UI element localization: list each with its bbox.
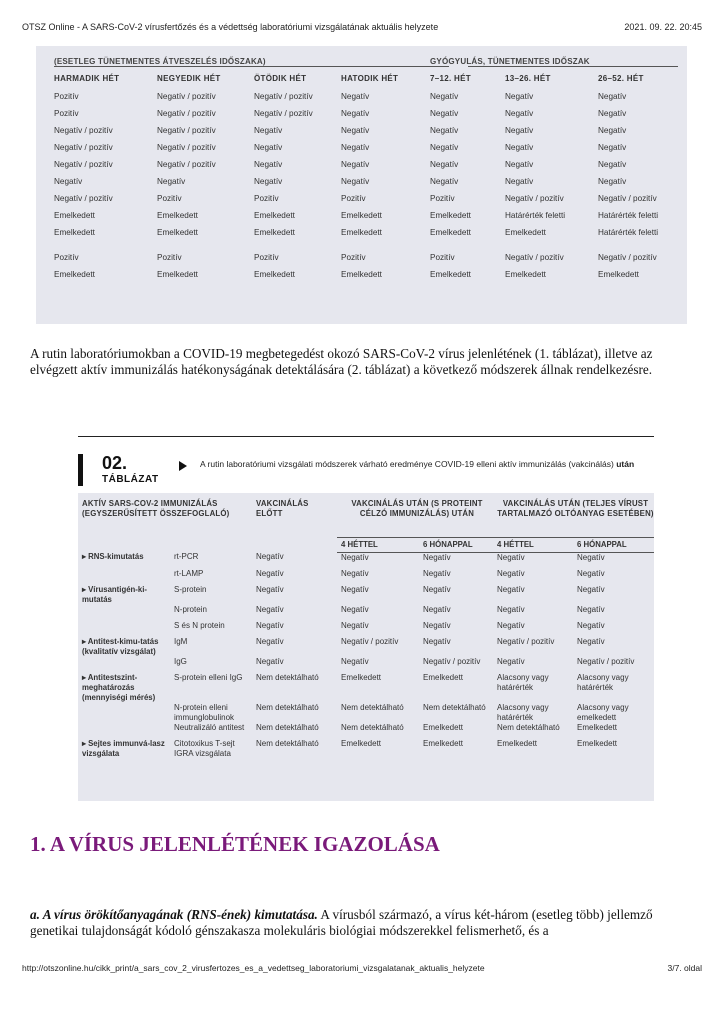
table-cell: Nem detektálható bbox=[256, 738, 319, 748]
table-cell: Negatív bbox=[341, 620, 369, 630]
table-cell: Pozitív bbox=[341, 253, 366, 262]
table-cell: Negatív bbox=[256, 584, 284, 594]
table-cell: Emelkedett bbox=[598, 270, 639, 279]
table-cell: Negatív bbox=[341, 552, 369, 562]
table-cell: Negatív bbox=[256, 656, 284, 666]
table-cell: Negatív / pozitív bbox=[157, 160, 216, 169]
table-cell: Negatív / pozitív bbox=[598, 253, 657, 262]
table-row bbox=[78, 552, 654, 569]
print-footer bbox=[22, 963, 702, 973]
table-2-head-summary: AKTÍV SARS-COV-2 IMMUNIZÁLÁS (EGYSZERŰSÍTETT ÖSSZEFOGLALÓ) bbox=[82, 499, 230, 518]
table-1-group-rule bbox=[54, 66, 449, 67]
table-2-head-before: VAKCINÁLÁS ELŐTT bbox=[256, 499, 309, 518]
table-cell: Emelkedett bbox=[341, 738, 382, 748]
table-2-subhead: 6 HÓNAPPAL bbox=[419, 537, 493, 552]
table-1-header: 7–12. HÉT bbox=[430, 73, 471, 83]
table-cell: Negatív / pozitív bbox=[598, 194, 657, 203]
table-cell: Negatív bbox=[577, 636, 605, 646]
table-cell: Negatív bbox=[256, 604, 284, 614]
table-row bbox=[36, 224, 676, 241]
table-cell: Emelkedett bbox=[254, 270, 295, 279]
table-cell: Negatív bbox=[430, 126, 459, 135]
table-cell: Határérték feletti bbox=[505, 211, 566, 220]
table-cell: Negatív bbox=[254, 126, 283, 135]
table-cell: Nem detektálható bbox=[497, 722, 560, 732]
table-cell: Negatív bbox=[430, 177, 459, 186]
table-cell: Negatív bbox=[577, 552, 605, 562]
table-cell: Negatív bbox=[423, 620, 451, 630]
row-method: Citotoxikus T-sejt IGRA vizsgálata bbox=[174, 738, 235, 758]
table-cell: Emelkedett bbox=[341, 228, 382, 237]
table-cell: Negatív bbox=[256, 552, 284, 561]
table-cell: Negatív / pozitív bbox=[157, 126, 216, 135]
body-paragraph: a. A vírus örökítőanyagának (RNS-ének) kimutatása. A vírusból származó, a vírus két-három (esetleg több) jellemző genetikai tulajdonságát kódoló génszakasza molekuláris biológiai módszerekkel felismerhető, és a bbox=[30, 907, 653, 938]
table-2-subhead: 4 HÉTTEL bbox=[337, 537, 419, 552]
footer-page: 3/7. oldal bbox=[667, 963, 702, 973]
table-2 bbox=[78, 436, 654, 801]
table-row bbox=[36, 173, 676, 190]
table-cell: Negatív / pozitív bbox=[341, 636, 399, 646]
row-method: IgG bbox=[174, 656, 187, 666]
arrow-right-icon bbox=[179, 461, 187, 471]
table-cell: Negatív bbox=[430, 160, 459, 169]
table-cell: Emelkedett bbox=[54, 228, 95, 237]
table-cell: Negatív bbox=[254, 143, 283, 152]
table-cell: Pozitív bbox=[430, 194, 455, 203]
table-row bbox=[36, 105, 676, 122]
footer-url: http://otszonline.hu/cikk_print/a_sars_cov_2_virusfertozes_es_a_vedettseg_laboratoriumi_vizsgalatanak_aktualis_helyzete bbox=[22, 963, 485, 973]
table-cell: Emelkedett bbox=[430, 228, 471, 237]
row-category: ▸ Antitestszint-meghatározás (mennyiségi mérés) bbox=[82, 672, 156, 702]
table-row bbox=[36, 139, 676, 156]
table-cell: Negatív / pozitív bbox=[54, 194, 113, 203]
row-method: rt-LAMP bbox=[174, 568, 204, 578]
table-cell: Emelkedett bbox=[341, 211, 382, 220]
table-cell: Negatív bbox=[423, 604, 451, 614]
table-cell: Negatív bbox=[598, 160, 627, 169]
table-cell: Negatív bbox=[341, 109, 370, 118]
table-cell: Határérték feletti bbox=[598, 228, 659, 237]
table-row bbox=[78, 605, 654, 621]
table-1-group-left: (ESETLEG TÜNETMENTES ÁTVESZELÉS IDŐSZAKA) bbox=[54, 56, 266, 66]
table-cell: Negatív / pozitív bbox=[497, 636, 555, 646]
table-cell: Alacsony vagy határérték bbox=[577, 672, 629, 692]
table-1-header: 26–52. HÉT bbox=[598, 73, 644, 83]
table-row bbox=[78, 637, 654, 657]
table-cell: Emelkedett bbox=[157, 211, 198, 220]
table-cell: Negatív bbox=[505, 126, 534, 135]
table-2-caption: A rutin laboratóriumi vizsgálati módszerek várható eredménye COVID-19 elleni aktív immunizálás (vakcinálás) után bbox=[200, 459, 635, 469]
table-cell: Negatív bbox=[505, 177, 534, 186]
table-cell: Negatív bbox=[577, 604, 605, 614]
row-category bbox=[78, 657, 170, 673]
table-2-head-whole-virus: VAKCINÁLÁS UTÁN (TELJES VÍRUST TARTALMAZÓ OLTÓANYAG ESETÉBEN) bbox=[493, 493, 654, 537]
table-cell: Negatív bbox=[157, 177, 186, 186]
table-cell: Negatív / pozitív bbox=[157, 143, 216, 152]
table-cell: Negatív bbox=[341, 143, 370, 152]
table-row bbox=[78, 723, 654, 739]
table-cell: Alacsony vagy határérték bbox=[497, 672, 549, 692]
table-cell: Negatív bbox=[256, 568, 284, 578]
table-cell: Negatív bbox=[341, 568, 369, 578]
table-cell: Negatív bbox=[254, 160, 283, 169]
table-1-header: HATODIK HÉT bbox=[341, 73, 399, 83]
table-cell: Negatív / pozitív bbox=[423, 656, 481, 666]
table-cell: Negatív bbox=[341, 656, 369, 666]
table-cell: Negatív bbox=[341, 126, 370, 135]
table-1-header: NEGYEDIK HÉT bbox=[157, 73, 221, 83]
table-row bbox=[78, 703, 654, 723]
table-row bbox=[78, 673, 654, 703]
table-cell: Emelkedett bbox=[54, 270, 95, 279]
table-1-header: 13–26. HÉT bbox=[505, 73, 551, 83]
table-cell: Negatív bbox=[341, 584, 369, 594]
table-2-title bbox=[78, 437, 654, 493]
table-cell: Negatív bbox=[497, 584, 525, 594]
table-cell: Nem detektálható bbox=[341, 722, 404, 732]
table-cell: Emelkedett bbox=[505, 270, 546, 279]
row-category bbox=[78, 723, 170, 739]
table-1-group-right: GYÓGYULÁS, TÜNETMENTES IDŐSZAK bbox=[430, 56, 590, 66]
table-cell: Emelkedett bbox=[423, 722, 464, 732]
table-cell: Emelkedett bbox=[430, 270, 471, 279]
table-cell: Negatív bbox=[256, 636, 284, 646]
table-cell: Emelkedett bbox=[54, 211, 95, 220]
table-cell: Negatív bbox=[505, 92, 534, 101]
table-cell: Nem detektálható bbox=[423, 702, 486, 712]
row-category bbox=[78, 703, 170, 723]
table-cell: Negatív bbox=[505, 143, 534, 152]
row-method: N-protein elleni immunglobulinok bbox=[174, 702, 235, 722]
table-2-body bbox=[78, 493, 654, 801]
table-1-gap bbox=[36, 241, 676, 249]
intro-paragraph: A rutin laboratóriumokban a COVID-19 megbetegedést okozó SARS-CoV-2 vírus jelenlétének (1. táblázat), illetve az elvégzett aktív immunizálás hatékonyságának detektálására (2. táblázat) a következő módszerek állnak rendelkezésre. bbox=[30, 346, 653, 377]
table-cell: Pozitív bbox=[54, 92, 79, 101]
table-2-subhead: 4 HÉTTEL bbox=[493, 537, 573, 552]
table-cell: Negatív bbox=[598, 143, 627, 152]
row-method: IgM bbox=[174, 636, 188, 646]
table-2-number: 02. bbox=[102, 453, 128, 473]
table-2-head-s-protein: VAKCINÁLÁS UTÁN (S PROTEINT CÉLZÓ IMMUNIZÁLÁS) UTÁN bbox=[337, 493, 493, 537]
table-cell: Emelkedett bbox=[577, 738, 618, 748]
table-cell: Nem detektálható bbox=[341, 702, 404, 712]
table-cell: Pozitív bbox=[157, 194, 182, 203]
table-cell: Negatív / pozitív bbox=[54, 160, 113, 169]
table-cell: Negatív bbox=[505, 160, 534, 169]
table-cell: Negatív / pozitív bbox=[254, 109, 313, 118]
table-row bbox=[36, 207, 676, 224]
table-cell: Negatív bbox=[341, 160, 370, 169]
row-category bbox=[78, 621, 170, 637]
table-cell: Negatív bbox=[430, 143, 459, 152]
table-cell: Emelkedett bbox=[341, 672, 382, 682]
table-1-group-rule bbox=[468, 66, 678, 67]
table-cell: Negatív bbox=[341, 604, 369, 614]
row-method: Neutralizáló antitest bbox=[174, 722, 245, 732]
table-cell: Negatív bbox=[423, 636, 451, 646]
table-row bbox=[36, 266, 676, 283]
table-cell: Negatív bbox=[497, 604, 525, 614]
row-method: rt-PCR bbox=[174, 552, 199, 561]
table-cell: Pozitív bbox=[54, 109, 79, 118]
table-cell: Emelkedett bbox=[497, 738, 538, 748]
table-cell: Negatív bbox=[577, 568, 605, 578]
row-method: S és N protein bbox=[174, 620, 225, 630]
table-cell: Pozitív bbox=[254, 194, 279, 203]
table-1 bbox=[36, 46, 687, 324]
table-2-subhead: 6 HÓNAPPAL bbox=[573, 537, 654, 552]
table-cell: Emelkedett bbox=[254, 211, 295, 220]
table-row bbox=[36, 88, 676, 105]
row-category bbox=[78, 569, 170, 585]
table-cell: Emelkedett bbox=[423, 738, 464, 748]
table-row bbox=[78, 621, 654, 637]
table-cell: Negatív / pozitív bbox=[157, 92, 216, 101]
table-cell: Negatív bbox=[497, 620, 525, 630]
table-cell: Negatív bbox=[430, 92, 459, 101]
table-cell: Negatív bbox=[341, 92, 370, 101]
row-method: N-protein bbox=[174, 604, 207, 614]
print-header-title: OTSZ Online - A SARS-CoV-2 vírusfertőzés és a védettség laboratóriumi vizsgálatának aktuális helyzete bbox=[22, 22, 439, 32]
table-cell: Negatív bbox=[505, 109, 534, 118]
table-cell: Emelkedett bbox=[423, 672, 464, 682]
table-cell: Emelkedett bbox=[577, 722, 618, 732]
table-row bbox=[36, 190, 676, 207]
table-row bbox=[78, 739, 654, 759]
table-cell: Negatív / pozitív bbox=[505, 194, 564, 203]
table-cell: Negatív bbox=[423, 568, 451, 578]
table-cell: Pozitív bbox=[157, 253, 182, 262]
table-cell: Negatív / pozitív bbox=[157, 109, 216, 118]
table-cell: Emelkedett bbox=[430, 211, 471, 220]
row-category: ▸ RNS-kimutatás bbox=[82, 552, 144, 561]
table-cell: Negatív bbox=[497, 568, 525, 578]
table-cell: Negatív / pozitív bbox=[577, 656, 635, 666]
table-row bbox=[78, 657, 654, 673]
row-category: ▸ Sejtes immunvá-lasz vizsgálata bbox=[82, 738, 165, 758]
table-cell: Negatív bbox=[598, 109, 627, 118]
table-cell: Negatív / pozitív bbox=[54, 126, 113, 135]
table-1-header: HARMADIK HÉT bbox=[54, 73, 120, 83]
row-method: S-protein bbox=[174, 584, 207, 594]
row-category: ▸ Vírusantigén-ki-mutatás bbox=[82, 584, 147, 604]
table-cell: Negatív bbox=[54, 177, 83, 186]
table-cell: Pozitív bbox=[341, 194, 366, 203]
row-category bbox=[78, 605, 170, 621]
table-cell: Negatív bbox=[341, 177, 370, 186]
table-cell: Negatív bbox=[423, 552, 451, 562]
table-cell: Negatív / pozitív bbox=[254, 92, 313, 101]
print-header-datetime: 2021. 09. 22. 20:45 bbox=[624, 22, 702, 32]
table-cell: Nem detektálható bbox=[256, 722, 319, 732]
table-1-header: ÖTÖDIK HÉT bbox=[254, 73, 307, 83]
table-cell: Negatív bbox=[598, 126, 627, 135]
table-cell: Emelkedett bbox=[157, 228, 198, 237]
table-row bbox=[78, 585, 654, 605]
table-cell: Emelkedett bbox=[254, 228, 295, 237]
table-cell: Negatív bbox=[430, 109, 459, 118]
row-category: ▸ Antitest-kimu-tatás (kvalitatív vizsgálat) bbox=[82, 636, 159, 656]
table-cell: Alacsony vagy határérték bbox=[497, 702, 549, 722]
table-cell: Pozitív bbox=[54, 253, 79, 262]
table-cell: Negatív bbox=[497, 552, 525, 562]
print-header bbox=[22, 22, 702, 32]
table-cell: Emelkedett bbox=[157, 270, 198, 279]
section-title: 1. A VÍRUS JELENLÉTÉNEK IGAZOLÁSA bbox=[30, 832, 440, 856]
table-row bbox=[36, 249, 676, 266]
table-cell: Negatív bbox=[598, 177, 627, 186]
table-cell: Nem detektálható bbox=[256, 702, 319, 712]
table-cell: Negatív bbox=[254, 177, 283, 186]
table-cell: Negatív / pozitív bbox=[505, 253, 564, 262]
table-2-bar bbox=[78, 454, 83, 486]
table-cell: Negatív bbox=[598, 92, 627, 101]
table-cell: Emelkedett bbox=[505, 228, 546, 237]
table-cell: Negatív bbox=[497, 656, 525, 666]
table-cell: Alacsony vagy emelkedett bbox=[577, 702, 629, 722]
row-method: S-protein elleni IgG bbox=[174, 672, 243, 682]
table-cell: Pozitív bbox=[254, 253, 279, 262]
table-cell: Emelkedett bbox=[341, 270, 382, 279]
table-cell: Negatív bbox=[577, 584, 605, 594]
table-2-label: TÁBLÁZAT bbox=[102, 474, 159, 485]
table-cell: Pozitív bbox=[430, 253, 455, 262]
table-row bbox=[36, 156, 676, 173]
table-cell: Negatív / pozitív bbox=[54, 143, 113, 152]
table-cell: Határérték feletti bbox=[598, 211, 659, 220]
table-row bbox=[78, 569, 654, 585]
table-cell: Nem detektálható bbox=[256, 672, 319, 682]
table-cell: Negatív bbox=[423, 584, 451, 594]
table-row bbox=[36, 122, 676, 139]
table-cell: Negatív bbox=[256, 620, 284, 630]
table-cell: Negatív bbox=[577, 620, 605, 630]
